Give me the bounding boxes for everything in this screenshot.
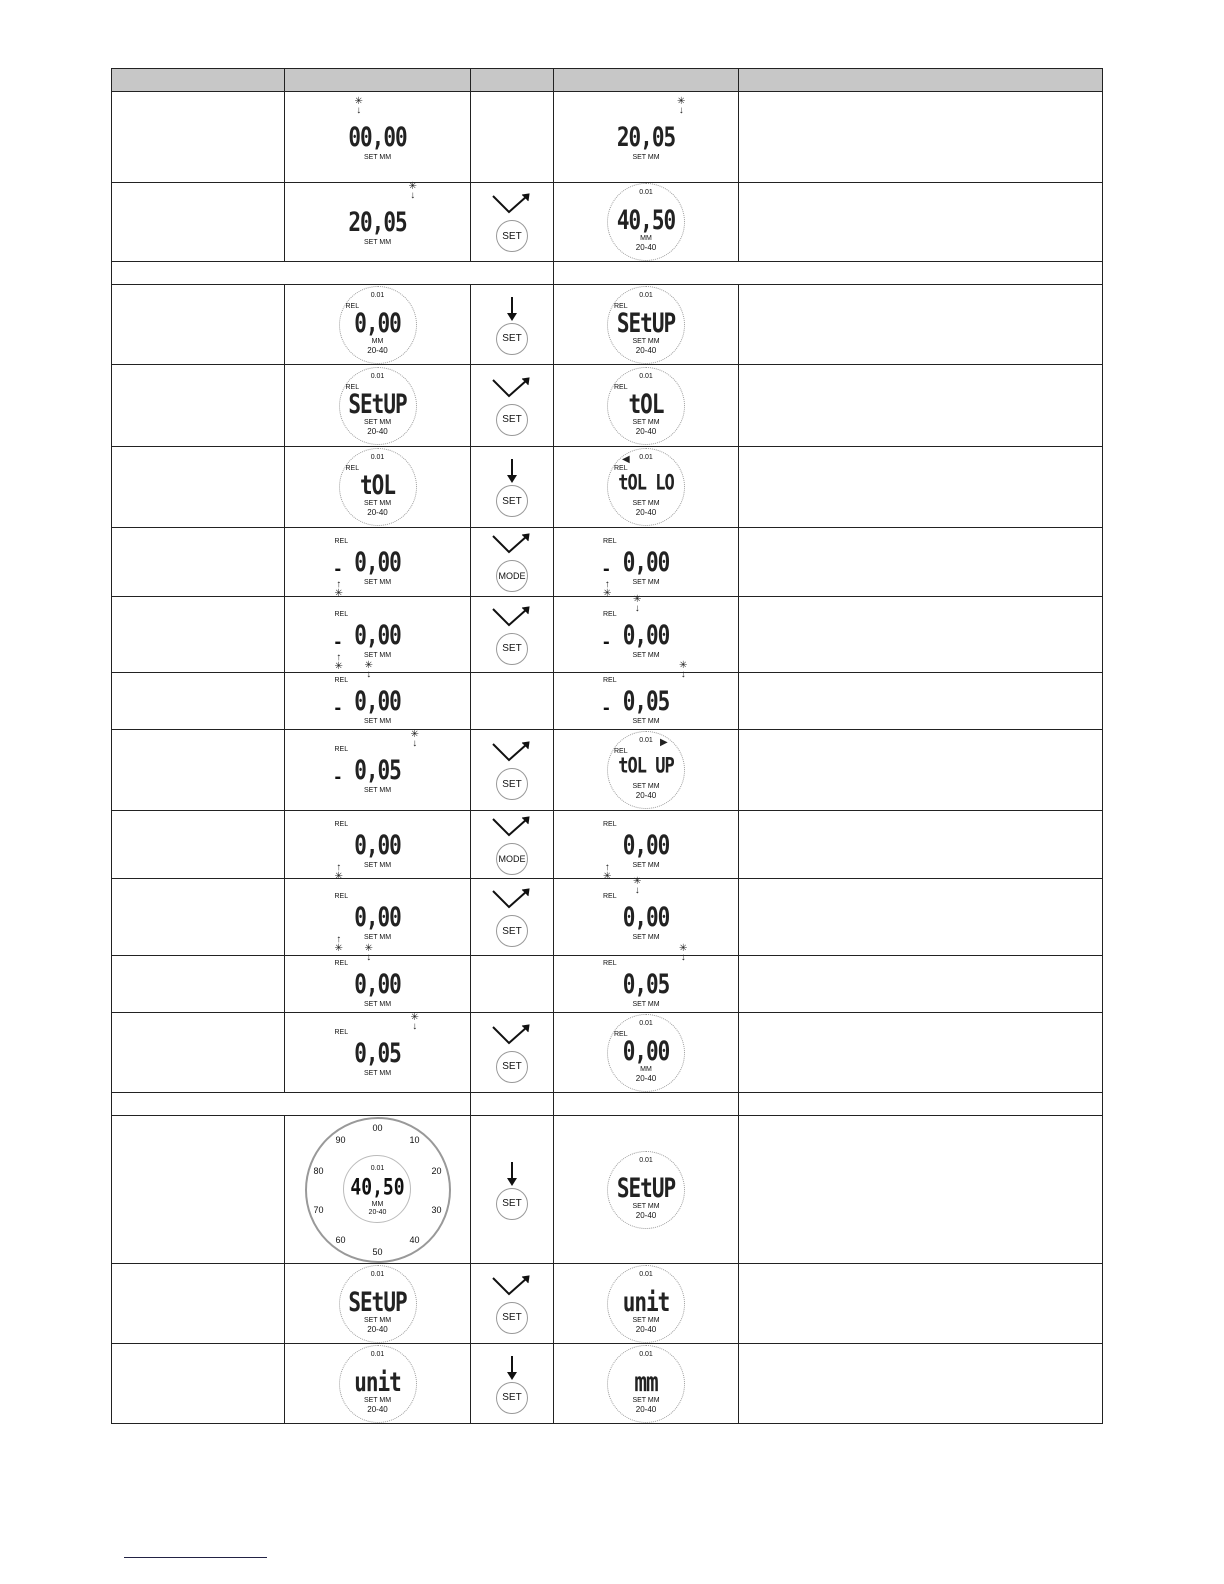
lcd-display: 0.01 REL 0,00 MM 20-40 [607,1014,685,1092]
set-key-press-release [487,605,537,665]
set-key-icon: SET [496,1382,528,1414]
lcd-display: REL 0,00 SET MM ↑ ✳ [334,893,401,954]
set-key-press-release [487,192,537,252]
lcd-display: REL ✳ ↓ 0,00 SET MM [334,943,401,1008]
table-row [112,1013,1103,1093]
lcd-display: REL - ✳ ↓ 0,05 SET MM [603,660,688,725]
set-key-press [487,1354,537,1414]
blink-arrow-icon: ✳ ↓ [410,729,419,749]
lcd-display: REL - ✳ ↓ 0,00 SET MM [334,660,401,725]
set-key-icon: SET [496,1188,528,1220]
left-triangle-icon: ◀ [622,454,630,465]
lcd-display: 0.01 unit SET MM 20-40 [339,1345,417,1423]
set-key-icon: SET [496,323,528,355]
lcd-display: REL ✳ ↓ 0,05 SET MM [603,943,688,1008]
lcd-display: REL 0,00 SET MM ↑ ✳ [603,820,670,882]
lcd-display: REL - ✳ ↓ 0,05 SET MM [334,729,419,794]
lcd-display: ✳ ↓ 00,00 SET MM [348,96,407,161]
blink-arrow-icon: ↑ ✳ [334,861,343,882]
blink-arrow-icon: ✳ ↓ [679,943,688,963]
right-triangle-icon: ▶ [660,737,668,748]
lcd-display: 0.01 unit SET MM 20-40 [607,1265,685,1343]
blink-arrow-icon: ↑ ✳ [603,579,612,599]
blink-arrow-icon: ✳ ↓ [633,593,642,614]
set-key-press-release [487,740,537,800]
set-key-press [487,457,537,517]
blink-arrow-icon: ✳ ↓ [354,96,363,116]
lcd-display: 0.01 REL SEtUP SET MM 20-40 [339,367,417,445]
lcd-display: ✳ ↓ 20,05 SET MM [348,181,417,246]
blink-arrow-icon: ✳ ↓ [633,876,642,896]
table-row [112,365,1103,447]
set-key-icon: SET [496,485,528,517]
blink-arrow-icon: ✳ ↓ [364,660,373,680]
table-row [112,1116,1103,1264]
lcd-display: 0.01 REL ◀ tOL LO SET MM 20-40 [607,448,685,526]
mode-key-press-release [487,815,537,875]
set-key-press-release [487,887,537,947]
set-key-press-release [487,1023,537,1083]
table-row [112,528,1103,597]
lcd-display: REL 0,00 SET MM ↑ ✳ [334,820,401,882]
table-row [112,447,1103,528]
set-key-press-release [487,1274,537,1334]
lcd-display: REL ✳ ↓ 0,05 SET MM [334,1011,419,1077]
table-row [112,879,1103,956]
set-key-icon: SET [496,220,528,252]
lcd-display: 0.01 REL SEtUP SET MM 20-40 [607,286,685,364]
blink-arrow-icon: ✳ ↓ [364,943,373,963]
set-key-icon: SET [496,633,528,665]
mode-key-icon: MODE [496,560,528,592]
footnote-rule [124,1557,267,1558]
lcd-display: ✳ ↓ 20,05 SET MM [616,96,686,161]
procedure-table [111,68,1103,1424]
table-row [112,597,1103,673]
blink-arrow-icon: ✳ ↓ [410,1011,419,1032]
lcd-display: REL ✳ ↓ 0,00 SET MM [603,876,670,941]
lcd-display: 0.01 REL tOL SET MM 20-40 [339,448,417,526]
lcd-display: 0.01 REL tOL SET MM 20-40 [607,367,685,445]
mode-key-icon: MODE [496,843,528,875]
analog-dial-display: 00 10 20 30 40 50 60 70 80 90 0.01 40,50 MM 20-40 [305,1117,451,1263]
table-row [112,1344,1103,1424]
set-key-press [487,1160,537,1220]
blink-arrow-icon: ✳ ↓ [679,660,688,680]
blink-arrow-icon: ↑ ✳ [334,934,343,954]
blink-arrow-icon: ↑ ✳ [603,861,612,882]
set-key-icon: SET [496,1302,528,1334]
lcd-display: REL - ✳ ↓ 0,00 SET MM [603,593,670,659]
lcd-display: 0.01 REL 0,00 MM 20-40 [339,286,417,364]
set-key-icon: SET [496,404,528,436]
section-row [112,1093,1103,1116]
section-row [112,262,1103,285]
table-row [112,730,1103,811]
lcd-display: REL - 0,00 SET MM ↑ ✳ [334,610,401,672]
blink-arrow-icon: ↑ ✳ [334,651,343,672]
lcd-display: REL - 0,00 SET MM ↑ ✳ [334,538,401,599]
table-row [112,956,1103,1013]
lcd-display: 0.01 40,50 MM 20-40 [607,183,685,261]
table-row [112,92,1103,183]
table-row [112,673,1103,730]
lcd-display: 0.01 mm SET MM 20-40 [607,1345,685,1423]
set-key-press-release [487,376,537,436]
mode-key-press-release [487,532,537,592]
blink-arrow-icon: ✳ ↓ [677,96,686,116]
table-row [112,1264,1103,1344]
lcd-display: 0.01 SEtUP SET MM 20-40 [607,1151,685,1229]
table-row [112,285,1103,365]
blink-arrow-icon: ✳ ↓ [408,181,417,201]
table-row [112,183,1103,262]
header-row [112,69,1103,92]
lcd-display: REL - 0,00 SET MM ↑ ✳ [603,538,670,599]
set-key-icon: SET [496,1051,528,1083]
set-key-press [487,295,537,355]
set-key-icon: SET [496,768,528,800]
lcd-display: 0.01 REL ▶ tOL UP SET MM 20-40 [607,731,685,809]
set-key-icon: SET [496,915,528,947]
table-row [112,811,1103,879]
blink-arrow-icon: ↑ ✳ [334,579,343,599]
lcd-display: 0.01 SEtUP SET MM 20-40 [339,1265,417,1343]
